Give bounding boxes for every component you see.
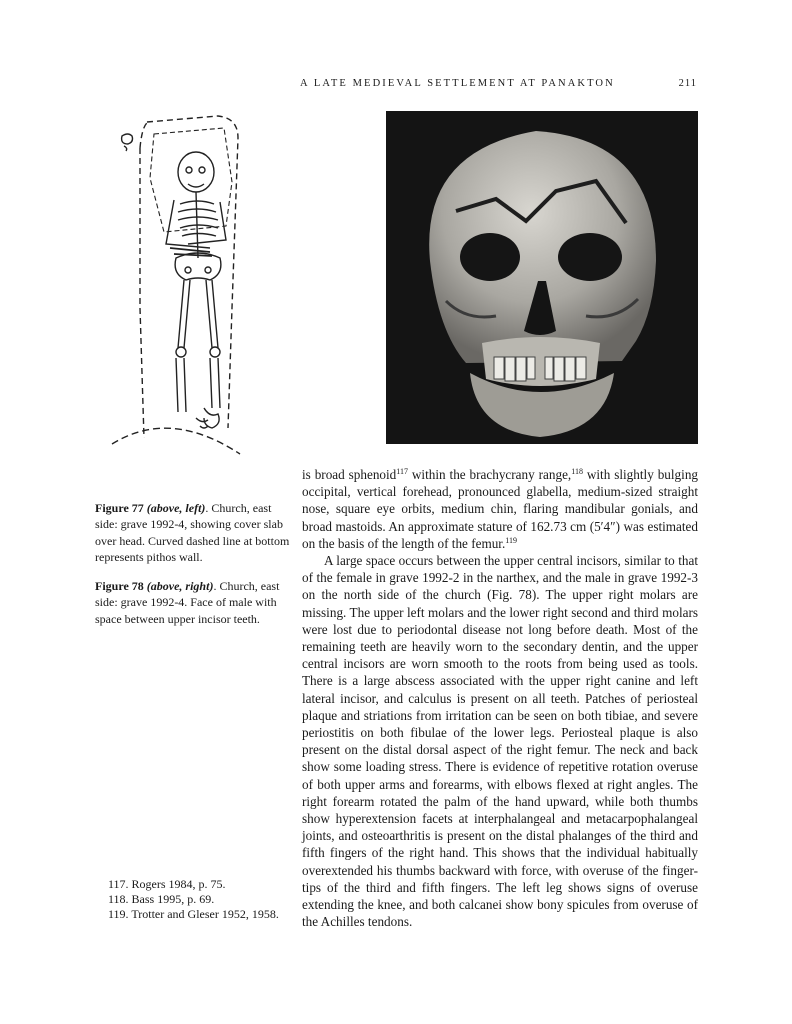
footnote-119: 119. Trotter and Gleser 1952, 1958. <box>108 907 279 922</box>
caption-77-label: Figure 77 <box>95 501 147 515</box>
paragraph-1 <box>302 466 698 552</box>
caption-78-position: (above, right) <box>146 579 214 594</box>
caption-77-position: (above, left) <box>146 501 206 515</box>
caption-78-label: Figure 78 <box>95 579 147 594</box>
running-title: A LATE MEDIEVAL SETTLEMENT AT PANAKTON <box>300 78 615 89</box>
caption-77-text: . Church, east side: grave 1992-4, showing cover slab over head. Curved dashed line at bottom represents pithos wall. <box>95 501 290 564</box>
footnote-ref-117[interactable]: 117 <box>396 467 408 476</box>
footnote-ref-119[interactable]: 119 <box>505 535 517 545</box>
figure-captions <box>95 500 291 640</box>
femur-right <box>178 280 190 348</box>
caption-figure-78 <box>95 578 291 627</box>
running-head <box>300 78 697 94</box>
page-number: 211 <box>678 78 697 89</box>
grave-outline-dashed <box>140 116 238 438</box>
caption-figure-77 <box>95 500 291 565</box>
footnote-118: 118. Bass 1995, p. 69. <box>108 892 215 907</box>
paragraph-2: A large space occurs between the upper central incisors, similar to that of the female in grave 1992-2 in the narthex, and the male in grave 1992-3 on the north side of the church (Fig. 78). The upper right molars are missing. The upper left molars and the lower right second and third molars were lost due to periodontal disease not long before death. Most of the remaining teeth are heavily worn to the secondary dentin, and the upper central incisors are worn smooth to the roots from being used as tools. There is a large abscess associated with the upper right canine and left lateral incisor, and calculus is present on all teeth. Patches of periosteal plaque and striations from irritation can be seen on both tibiae, and severe periostitis on both fibulae of the lower legs. Periosteal plaque is also present on the distal dorsal aspect of the right femur. The neck and back show some loading stress. There is evidence of repetitive rotation overuse of both upper arms and forearms, with elbows flexed at right angles. The right forearm rotated the palm of the hand upward, while both thumbs show hyperextension facets at interphalangeal and metacarpophalangeal joints, and osteoarthritis is present on the distal phalanges of the third and fifth fingers of the right hand. This shows that the individual habitually overextended his thumbs backward with force, with overuse of the finger-tips of the third and fifth fingers. The left leg shows signs of overuse extending the knee, and both calcanei show bony spicules from overuse of the Achilles tendons. <box>302 553 698 930</box>
ribs <box>178 201 218 236</box>
footnotes <box>108 877 308 923</box>
tibia-left <box>210 358 220 408</box>
figure-77-grave-drawing <box>100 108 250 456</box>
cover-slab <box>150 128 232 232</box>
p1-text-2: within the brachycrany range, <box>407 467 572 482</box>
footnote-117: 117. Rogers 1984, p. 75. <box>108 877 226 891</box>
footnote-ref-118[interactable]: 118 <box>571 467 583 476</box>
body-text <box>302 466 698 930</box>
caption-78-text: . Church, east side: grave 1992-4. Face of male with space between upper incisor teeth. <box>95 579 280 626</box>
eye-orbit-left <box>558 233 622 281</box>
pithos-wall-curve <box>112 428 240 454</box>
feet <box>196 408 219 428</box>
stone-fragment <box>122 134 133 151</box>
tibia-right <box>176 358 186 412</box>
skull <box>178 152 214 192</box>
p1-text-1: is broad sphenoid <box>302 467 397 482</box>
p1-text-3: with slightly bulging occipital, vertical forehead, pronounced glabella, medium-sized straight nose, square eye orbits, medium chin, flaring mandibular gonials, and broad mastoids. An approximate stature of 162.73 cm (5′4″) was estimated on the basis of the length of the femur. <box>302 467 699 551</box>
eye-orbit-right <box>460 233 520 281</box>
femur-left <box>206 280 218 348</box>
figure-78-skull-photo <box>386 111 698 444</box>
